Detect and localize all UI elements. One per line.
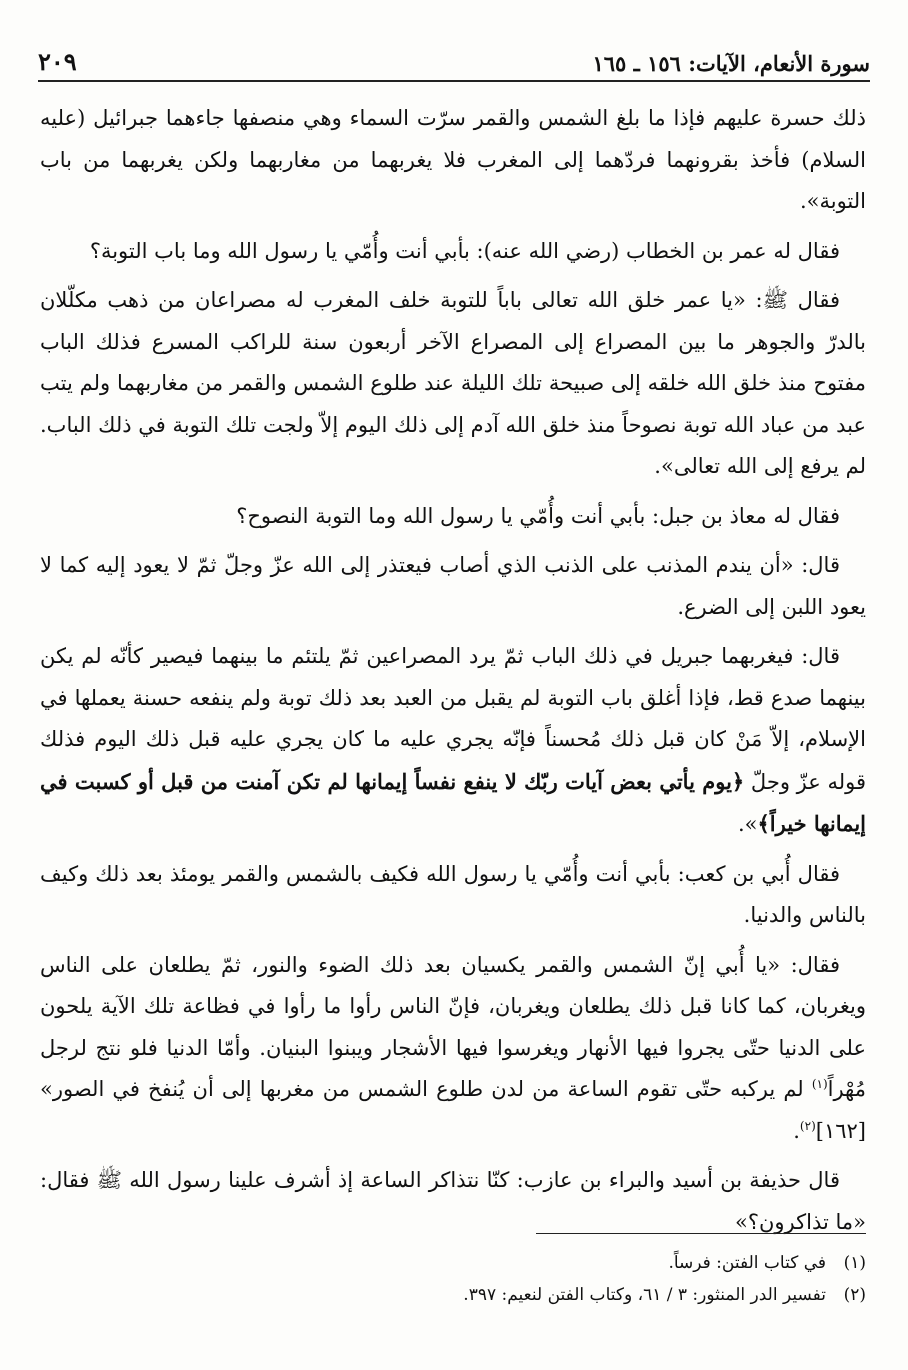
paragraph-8-mid: لم يركبه حتّى تقوم الساعة من لدن طلوع الشمس من مغربها إلى أن يُنفخ في الصور» [١٦٢] bbox=[40, 1077, 866, 1143]
footnotes bbox=[40, 1247, 866, 1311]
footnote-2 bbox=[40, 1279, 866, 1311]
paragraph-7: فقال أُبي بن كعب: بأبي أنت وأُمّي يا رسول الله فكيف بالشمس والقمر يومئذ بعد ذلك وكيف بالناس والدنيا. bbox=[40, 861, 866, 927]
footnote-ref-2: (٢) bbox=[799, 1118, 816, 1133]
footnote-1-number: (١) bbox=[843, 1253, 866, 1273]
main-text bbox=[40, 98, 866, 1251]
footnote-1 bbox=[40, 1247, 866, 1279]
paragraph-6-text: قال: فيغربهما جبريل في ذلك الباب ثمّ يرد المصراعين ثمّ يلتئم ما بينهما فيصير كأنّه لم يكن بينهما صدع قط، فإذا أغلق باب التوبة لم يقبل من العبد بعد ذلك توبة ولم ينفعه حسنة يعملها في الإسلام، إلاّ مَنْ كان قبل ذلك مُحسناً فإنّه يجري عليه ما كان يجري عليه قبل ذلك اليوم فذلك قوله عزّ وجلّ bbox=[40, 644, 866, 794]
paragraph-4: فقال له معاذ بن جبل: بأبي أنت وأُمّي يا رسول الله وما التوبة النصوح؟ bbox=[236, 503, 840, 528]
paragraph-5: قال: «أن يندم المذنب على الذنب الذي أصاب فيعتذر إلى الله عزّ وجلّ ثمّ لا يعود إليه كما لا يعود اللبن إلى الضرع. bbox=[40, 553, 866, 619]
surah-title: سورة الأنعام، الآيات: ١٥٦ ـ ١٦٥ bbox=[592, 51, 870, 76]
paragraph-8 bbox=[40, 945, 866, 1153]
footnote-2-text: تفسير الدر المنثور: ٣ / ٦١، وكتاب الفتن لنعيم: ٣٩٧. bbox=[463, 1285, 826, 1305]
paragraph-6-tail: ». bbox=[737, 812, 758, 836]
running-header bbox=[38, 36, 870, 82]
quran-verse: ﴿يوم يأتي بعض آيات ربّك لا ينفع نفساً إيمانها لم تكن آمنت من قبل أو كسبت في إيمانها خيراً﴾ bbox=[40, 768, 866, 836]
paragraph-8-tail: . bbox=[793, 1118, 800, 1143]
footnote-ref-1: (١) bbox=[811, 1077, 828, 1091]
footnote-divider bbox=[536, 1233, 866, 1234]
paragraph-3: فقال ﷺ: «يا عمر خلق الله تعالى باباً للتوبة خلف المغرب له مصراعان من ذهب مكلّلان بالدرّ والجوهر ما بين المصراع إلى المصراع الآخر أربعون سنة للراكب المسرع فذلك الباب مفتوح منذ خلق الله خلقه إلى صبيحة تلك الليلة عند طلوع الشمس والقمر من مغاربهما ولم يتب عبد من عباد الله توبة نصوحاً منذ خلق الله آدم إلى ذلك اليوم إلاّ ولجت تلك التوبة في ذلك الباب. لم يرفع إلى الله تعالى». bbox=[40, 288, 866, 478]
paragraph-8-text: فقال: «يا أُبي إنّ الشمس والقمر يكسيان بعد ذلك الضوء والنور، ثمّ يطلعان على الناس ويغربان، كما كانا قبل ذلك يطلعان ويغربان، فإنّ الناس رأوا ما رأوا في فظاعة تلك الآية يلحون على الدنيا حتّى يجروا فيها الأنهار ويغرسوا فيها الأشجار ويبنوا البنيان. وأمّا الدنيا فلو نتج لرجل مُهْراً bbox=[40, 952, 866, 1101]
footnote-1-text: في كتاب الفتن: فرساً. bbox=[668, 1253, 826, 1273]
footnote-2-number: (٢) bbox=[843, 1285, 866, 1305]
page-number: ٢٠٩ bbox=[38, 47, 77, 76]
paragraph-1: ذلك حسرة عليهم فإذا ما بلغ الشمس والقمر سرّت السماء وهي منصفها جاءهما جبرائيل (عليه السلام) فأخذ بقرونهما فردّهما إلى المغرب فلا يغربهما من مغاربهما ولكن يغربهما من باب التوبة». bbox=[40, 106, 866, 213]
paragraph-2: فقال له عمر بن الخطاب (رضي الله عنه): بأبي أنت وأُمّي يا رسول الله وما باب التوبة؟ bbox=[89, 238, 840, 263]
paragraph-9: قال حذيفة بن أسيد والبراء بن عازب: كنّا نتذاكر الساعة إذ أشرف علينا رسول الله ﷺ فقال: «ما تذاكرون؟» bbox=[40, 1168, 866, 1234]
paragraph-6 bbox=[40, 636, 866, 846]
